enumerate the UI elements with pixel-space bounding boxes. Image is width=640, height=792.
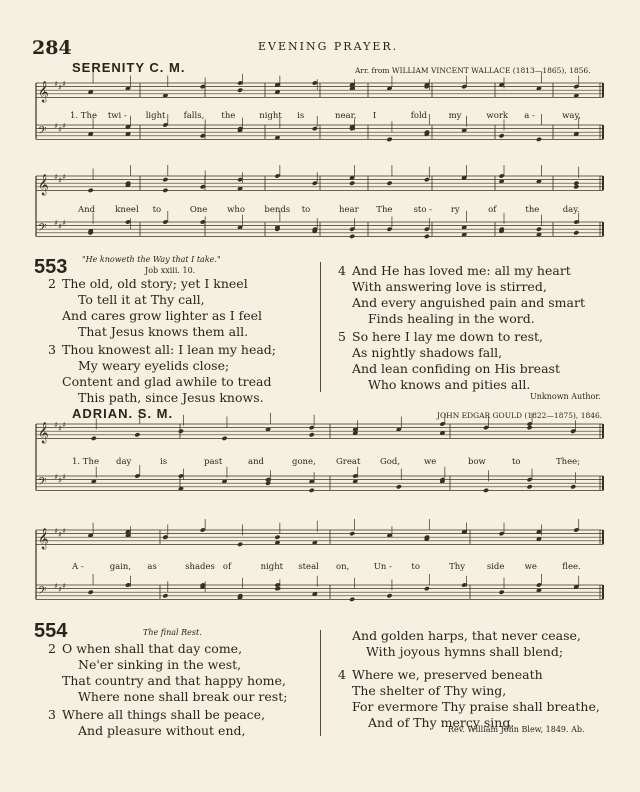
adrian-system-2-treble-note [274, 535, 280, 540]
serenity-system-1-bass-note [499, 133, 505, 138]
stanza-line: That country and that happy home, [62, 673, 286, 688]
adrian-lyric-1-word: day [116, 457, 132, 467]
adrian-system-2-bass-sharp: ♯ [54, 581, 58, 591]
hymn-author-553: Unknown Author. [530, 392, 601, 401]
adrian-lyric-2-word: as [147, 562, 157, 572]
adrian-system-1-treble-sharp: ♯ [62, 420, 66, 430]
adrian-system-2-bass-note [386, 593, 392, 598]
serenity-lyric-2-word: hear [339, 205, 359, 215]
tune-name-serenity: SERENITY C. M. [72, 60, 186, 75]
hymn-author-554: Rev. William John Blew, 1849. Ab. [448, 725, 585, 734]
adrian-system-2-treble-sharp: ♯ [62, 526, 66, 536]
tune-name-adrian: ADRIAN. S. M. [72, 406, 174, 421]
stanza-number: 4 [338, 667, 346, 682]
adrian-system-1-treble-clef: 𝄞 [38, 422, 49, 444]
adrian-lyric-2-word: to [411, 562, 420, 572]
serenity-system-1-bass-note [536, 137, 542, 142]
tune-attribution-adrian: JOHN EDGAR GOULD (1822—1875), 1846. [437, 411, 603, 420]
serenity-system-1-bass-note [386, 137, 392, 142]
serenity-system-2-bass-sharp: ♯ [54, 218, 58, 228]
column-divider [320, 630, 321, 736]
stanza-line: So here I lay me down to rest, [352, 329, 544, 344]
adrian-system-1-treble-note [178, 429, 184, 434]
stanza-554-4 [338, 667, 600, 731]
serenity-system-2-bass-sharp: ♯ [58, 222, 62, 232]
adrian-lyric-2-word: steal [298, 562, 319, 572]
serenity-system-2-treble-sharp: ♯ [62, 172, 66, 182]
serenity-lyric-1-word: the [221, 111, 236, 121]
stanza-554-3-cont [352, 628, 581, 660]
adrian-system-1-treble-note [309, 432, 315, 437]
serenity-system-2-treble-note [162, 188, 168, 193]
tune-attribution-serenity: Arr. from WILLIAM VINCENT WALLACE (1813—1865), 1856. [355, 66, 591, 75]
stanza-line: To tell it at Thy call, [78, 292, 205, 307]
adrian-system-1-bass-note [396, 484, 402, 489]
adrian-system-1-bass-note [483, 488, 489, 493]
stanza-553-3 [48, 342, 276, 406]
adrian-lyric-1-word: Great [336, 457, 361, 467]
serenity-lyric-2-word: to [152, 205, 162, 215]
serenity-system-1-bass-sharp: ♯ [54, 121, 58, 131]
adrian-lyric-2-word: on, [336, 562, 350, 572]
stanza-line: Who knows and pities all. [368, 377, 531, 392]
adrian-system-2-treble-clef: 𝄞 [38, 528, 49, 550]
serenity-lyric-2-word: of [488, 205, 497, 215]
adrian-lyric-2-word: A - [72, 562, 84, 572]
serenity-system-2-treble-sharp: ♯ [54, 172, 58, 182]
stanza-line: And lean confiding on His breast [352, 361, 560, 376]
adrian-lyric-1-word: to [512, 457, 521, 467]
adrian-system-1-bass-note [527, 484, 533, 489]
adrian-system-1-treble-sharp: ♯ [54, 420, 58, 430]
serenity-lyric-1-word: is [297, 111, 305, 121]
adrian-lyric-1-word: gone, [292, 457, 316, 467]
serenity-system-1-bass-sharp: ♯ [62, 121, 66, 131]
adrian-lyric-1-word: Thee; [556, 457, 581, 467]
adrian-lyric-1-word: is [160, 457, 168, 467]
stanza-line: With answering love is stirred, [352, 279, 547, 294]
adrian-system-1-bass-clef: 𝄢 [38, 475, 47, 491]
serenity-lyric-1-word: fold [410, 111, 428, 121]
serenity-lyric-2-word: ry [450, 205, 460, 215]
serenity-lyric-2-word: day. [562, 205, 580, 215]
serenity-lyric-1-word: work [486, 111, 509, 121]
serenity-lyric-2-word: kneel [115, 205, 139, 215]
adrian-lyric-2-word: we [524, 562, 537, 572]
serenity-system-1-treble-sharp: ♯ [54, 79, 58, 89]
adrian-system-1-bass-sharp: ♯ [62, 472, 66, 482]
stanza-line: Where we, preserved beneath [352, 667, 543, 682]
stanza-line: The old, old story; yet I kneel [62, 276, 248, 291]
adrian-lyric-2-word: Thy [449, 562, 466, 572]
adrian-system-1-bass-note [309, 488, 315, 493]
adrian-system-2-bass-note [499, 590, 505, 595]
stanza-line: The shelter of Thy wing, [352, 683, 507, 698]
adrian-system-2-treble-sharp: ♯ [54, 526, 58, 536]
serenity-system-2-treble-note [573, 184, 579, 189]
stanza-number: 4 [338, 263, 346, 278]
serenity-system-2-treble-clef: 𝄞 [38, 174, 49, 196]
serenity-lyric-1-word: my [448, 111, 462, 121]
stanza-line: Finds healing in the word. [368, 311, 535, 326]
adrian-lyric-1-word: God, [380, 457, 401, 467]
stanza-number: 2 [48, 641, 56, 656]
serenity-system-2-bass-note [573, 230, 579, 235]
serenity-system-2-bass-clef: 𝄢 [38, 221, 47, 237]
stanza-line: Content and glad awhile to tread [62, 374, 272, 389]
stanza-553-5 [338, 329, 560, 393]
serenity-lyric-1-word: I [372, 111, 377, 121]
stanza-line: Ne'er sinking in the west, [78, 657, 242, 672]
adrian-system-2-bass-note [424, 586, 430, 591]
serenity-lyric-2-word: to [301, 205, 311, 215]
serenity-lyric-1-word: light [145, 111, 166, 121]
adrian-system-2-treble-note [237, 542, 243, 547]
hymn-epigraph-553: "He knoweth the Way that I take." [82, 255, 221, 264]
adrian-system-2-bass-sharp: ♯ [62, 581, 66, 591]
adrian-system-2-bass-note [162, 593, 168, 598]
stanza-line: And every anguished pain and smart [352, 295, 585, 310]
stanza-number: 3 [48, 707, 56, 722]
stanza-line: This path, since Jesus knows. [78, 390, 264, 405]
hymn-scripture-553: Job xxiii. 10. [145, 266, 196, 275]
stanza-line: O when shall that day come, [62, 641, 243, 656]
serenity-system-1-bass-clef: 𝄢 [38, 124, 47, 140]
serenity-system-2-treble-note [88, 188, 94, 193]
serenity-system-2-treble-sharp: ♯ [58, 176, 62, 186]
serenity-system-2-treble-note [162, 177, 168, 182]
serenity-system-2-bass-sharp: ♯ [62, 218, 66, 228]
serenity-lyric-2-word: bends [264, 205, 291, 215]
adrian-system-2-bass-note [349, 597, 355, 602]
stanza-line: Thou knowest all: I lean my head; [62, 342, 277, 357]
adrian-system-1-treble-note [91, 436, 97, 441]
serenity-lyric-1-word: twi - [107, 111, 127, 121]
adrian-system-1-bass-note [570, 484, 576, 489]
adrian-lyric-2-word: night [260, 562, 284, 572]
serenity-system-2-treble-note [386, 181, 392, 186]
adrian-system-1-bass-sharp: ♯ [54, 472, 58, 482]
adrian-lyric-2-word: side [486, 562, 505, 572]
serenity-system-2-treble-note [349, 181, 355, 186]
adrian-system-2-treble-sharp: ♯ [58, 530, 62, 540]
stanza-553-2 [48, 276, 262, 340]
serenity-system-1-treble-clef: 𝄞 [38, 81, 49, 103]
adrian-lyric-1-word: 1. The [72, 457, 99, 467]
stanza-number: 5 [338, 329, 346, 344]
adrian-system-1-treble-note [134, 432, 140, 437]
serenity-system-2-bass-note [424, 234, 430, 239]
stanza-line: My weary eyelids close; [78, 358, 230, 373]
serenity-lyric-1-word: night [259, 111, 282, 121]
adrian-lyric-2-word: Un - [373, 562, 392, 572]
column-divider [320, 262, 321, 392]
serenity-system-1-treble-note [237, 88, 243, 93]
hymn-epigraph-554: The final Rest. [143, 628, 202, 637]
adrian-lyric-2-word: of [222, 562, 232, 572]
serenity-lyric-1-word: falls, [183, 111, 205, 121]
stanza-554-3 [48, 707, 265, 739]
stanza-number: 3 [48, 342, 56, 357]
adrian-lyric-2-word: shades [185, 562, 215, 572]
serenity-lyric-2-word: the [525, 205, 540, 215]
stanza-line: And of Thy mercy sing. [368, 715, 515, 730]
serenity-lyric-2-word: One [189, 205, 208, 215]
adrian-system-2-bass-note [88, 590, 94, 595]
adrian-lyric-1-word: we [424, 457, 437, 467]
stanza-line: And He has loved me: all my heart [352, 263, 571, 278]
adrian-system-1-treble-note [221, 436, 227, 441]
adrian-lyric-1-word: and [248, 457, 264, 467]
running-head: EVENING PRAYER. [258, 40, 399, 53]
stanza-line: Where all things shall be peace, [62, 707, 266, 722]
stanza-number: 2 [48, 276, 56, 291]
serenity-system-2-bass-note [349, 234, 355, 239]
hymn-number-553: 553 [34, 256, 68, 278]
serenity-system-2-bass-note [536, 227, 542, 232]
adrian-lyric-1-word: past [204, 457, 223, 467]
stanza-line: As nightly shadows fall, [352, 345, 503, 360]
adrian-system-2-bass-clef: 𝄢 [38, 584, 47, 600]
serenity-lyric-1-word: a - [524, 111, 535, 121]
adrian-lyric-1-word: bow [468, 457, 486, 467]
stanza-line: And pleasure without end, [78, 723, 246, 738]
serenity-system-1-treble-sharp: ♯ [58, 83, 62, 93]
adrian-lyric-2-word: flee. [562, 562, 581, 572]
serenity-lyric-1-word: near, [335, 111, 357, 121]
stanza-line: And golden harps, that never cease, [352, 628, 581, 643]
stanza-line: With joyous hymns shall blend; [366, 644, 564, 659]
adrian-lyric-2-word: gain, [109, 562, 132, 572]
serenity-system-1-bass-sharp: ♯ [58, 125, 62, 135]
serenity-lyric-2-word: sto - [413, 205, 433, 215]
serenity-lyric-2-word: who [227, 205, 246, 215]
stanza-line: That Jesus knows them all. [78, 324, 249, 339]
adrian-system-2-bass-sharp: ♯ [58, 585, 62, 595]
adrian-system-1-treble-sharp: ♯ [58, 424, 62, 434]
adrian-system-2-treble-note [349, 531, 355, 536]
serenity-system-1-treble-sharp: ♯ [62, 79, 66, 89]
serenity-lyric-1-word: way, [562, 111, 581, 121]
stanza-554-2 [48, 641, 287, 705]
hymn-number-554: 554 [34, 620, 68, 642]
page-number: 284 [32, 37, 72, 59]
stanza-line: Where none shall break our rest; [78, 689, 288, 704]
serenity-lyric-2-word: And [78, 205, 96, 215]
stanza-line: For evermore Thy praise shall breathe, [352, 699, 600, 714]
serenity-lyric-2-word: The [376, 205, 393, 215]
stanza-553-4 [338, 263, 585, 327]
stanza-line: And cares grow lighter as I feel [62, 308, 263, 323]
adrian-system-1-bass-sharp: ♯ [58, 476, 62, 486]
serenity-lyric-1-word: 1. The [70, 111, 97, 121]
